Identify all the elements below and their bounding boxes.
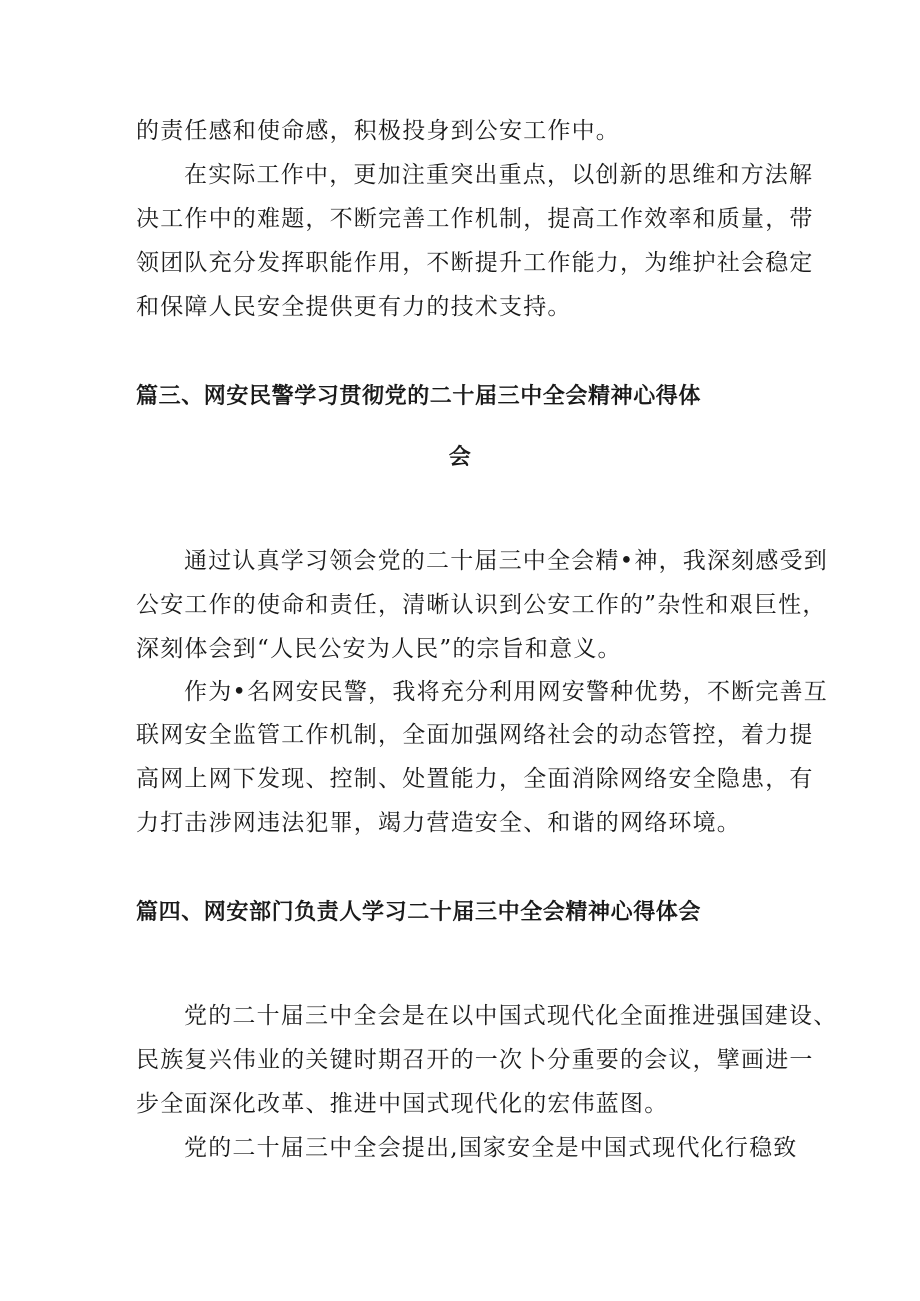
paragraph-line: 和保障人民安全提供更有力的技术支持。 bbox=[136, 294, 572, 320]
paragraph-line: 民族复兴伟业的关键时期召开的一次卜分重要的会议，擘画进一 bbox=[136, 1047, 814, 1073]
paragraph-line: 步全面深化改革、推进中国式现代化的宏伟蓝图。 bbox=[136, 1091, 669, 1117]
paragraph-line: 高网上网下发现、控制、处置能力，全面消除网络安全隐患，有 bbox=[136, 766, 814, 792]
paragraph-line: 联网安全监管工作机制，全面加强网络社会的动态管控，着力提 bbox=[136, 722, 814, 748]
paragraph-line: 作为•名网安民警，我将充分利用网安警种优势，不断完善互 bbox=[184, 679, 828, 705]
paragraph-line: 通过认真学习领会党的二十届三中全会精•神，我深刻感受到 bbox=[184, 548, 828, 574]
section-heading: 篇四、网安部门负责人学习二十届三中全会精神心得体会 bbox=[136, 900, 702, 925]
section-heading-continuation: 会 bbox=[448, 445, 472, 470]
section-heading: 篇三、网安民警学习贯彻党的二十届三中全会精神心得体 bbox=[136, 384, 702, 409]
paragraph-line: 深刻体会到“人民公安为人民”的宗旨和意义。 bbox=[136, 636, 622, 662]
paragraph-line: 决工作中的难题，不断完善工作机制，提高工作效率和质量，带 bbox=[136, 206, 814, 232]
paragraph-line: 在实际工作中，更加注重突出重点，以创新的思维和方法解 bbox=[184, 162, 814, 188]
paragraph-line: 领团队充分发挥职能作用，不断提升工作能力，为维护社会稳定 bbox=[136, 250, 814, 276]
paragraph-line: 公安工作的使命和责任，清晰认识到公安工作的”杂性和艰巨性， bbox=[136, 592, 827, 618]
paragraph-line: 党的二十届三中全会是在以中国式现代化全面推进强国建设、 bbox=[184, 1003, 838, 1029]
paragraph-line: 党的二十届三中全会提出,国家安全是中国式现代化行稳致 bbox=[184, 1135, 798, 1161]
paragraph-line: 的责任感和使命感，积极投身到公安工作中。 bbox=[136, 118, 620, 144]
paragraph-line: 力打击涉网违法犯罪，竭力营造安全、和谐的网络环境。 bbox=[136, 810, 741, 836]
